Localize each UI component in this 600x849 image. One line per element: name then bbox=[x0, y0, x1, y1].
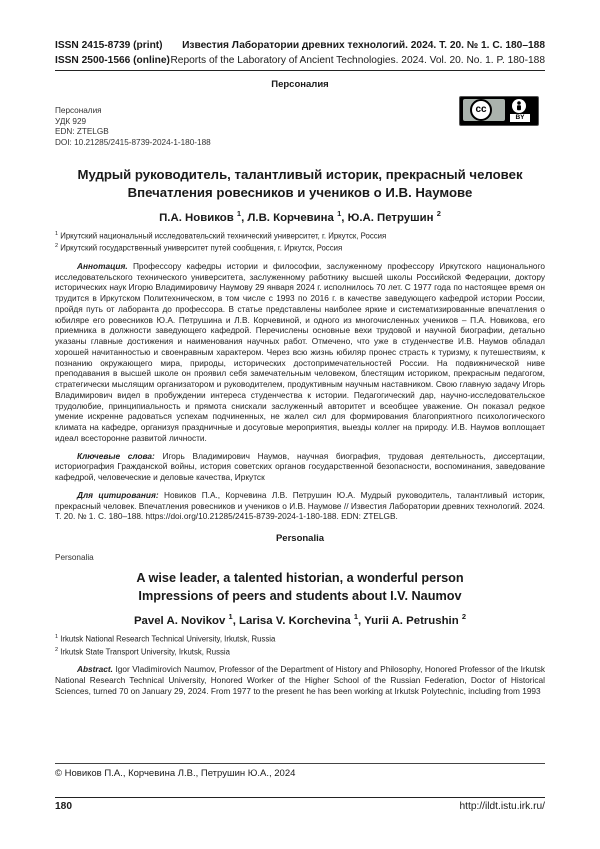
affiliations-ru bbox=[55, 229, 545, 254]
journal-url-link[interactable]: http://ildt.istu.irk.ru/ bbox=[459, 801, 545, 812]
article-title-en bbox=[55, 570, 545, 605]
author-2-en: Larisa V. Korchevina bbox=[239, 615, 351, 628]
author-2-ru: Л.В. Корчевина bbox=[247, 211, 334, 224]
author-3-ru-affil-mark: 2 bbox=[436, 209, 441, 218]
meta-udk: УДК 929 bbox=[55, 116, 87, 126]
issn-block bbox=[55, 38, 170, 68]
affil-ru-1-num: 1 bbox=[55, 230, 59, 237]
journal-block bbox=[170, 38, 545, 68]
author-1-ru: П.А. Новиков bbox=[159, 211, 234, 224]
page-number: 180 bbox=[55, 801, 72, 812]
authors-ru: П.А. Новиков $^1$, Л.В. Корчевина $^1$, Ю.А. Петрушин $^2$ bbox=[159, 209, 441, 224]
keywords-ru-label: Ключевые слова: bbox=[77, 450, 155, 461]
citation-ru-label: Для цитирования: bbox=[77, 489, 159, 500]
affil-en-2-num: 2 bbox=[55, 646, 59, 653]
author-1-en-affil-mark: 1 bbox=[228, 612, 233, 622]
abstract-ru-label: Аннотация. bbox=[77, 260, 128, 271]
title-ru-line-2: Впечатления ровесников и учеников о И.В. Наумове bbox=[127, 185, 473, 200]
title-en-line-1: A wise leader, a talented historian, a wonderful person bbox=[136, 571, 464, 586]
citation-ru bbox=[55, 490, 545, 522]
journal-name-en: Reports of the Laboratory of Ancient Technologies. 2024. Vol. 20. No. 1. P. 180-188 bbox=[170, 55, 545, 66]
article-title-ru bbox=[55, 166, 545, 202]
affil-ru-1-text: Иркутский национальный исследовательский технический университет, г. Иркутск, Россия bbox=[60, 231, 387, 241]
affiliations-en bbox=[55, 632, 545, 657]
abstract-en-label: Abstract. bbox=[77, 664, 113, 675]
affiliation-ru-2 bbox=[55, 241, 545, 254]
abstract-en-text: Igor Vladimirovich Naumov, Professor of the Department of History and Philosophy, Honored Professor of the Irkutsk National Research Technical University, Honored Worker of the Higher School of the Russian Federation, Doctor of Historical Sciences, turned 70 on January 29, 2024. From 1977 to the present he has been working at Irkutsk Polytechnic, including from 1993 bbox=[55, 664, 545, 696]
author-3-en: Yurii A. Petrushin bbox=[364, 615, 459, 628]
footer-divider bbox=[55, 797, 545, 798]
footnote-divider bbox=[55, 763, 545, 764]
article-meta-row bbox=[55, 96, 545, 166]
category-en: Personalia bbox=[55, 553, 94, 563]
keywords-ru-text: Игорь Владимирович Наумов, научная биография, трудовая деятельность, диссертации, историография Гражданской войны, история советских органов государственной безопасности, воспоминания, заведование кафедрой, человеческие и деловые качества, Иркутск bbox=[55, 450, 545, 483]
affil-en-1-num: 1 bbox=[55, 634, 59, 641]
meta-edn: EDN: ZTELGB bbox=[55, 127, 109, 136]
author-1-ru-affil-mark: 1 bbox=[236, 209, 242, 218]
article-page bbox=[55, 38, 545, 696]
keywords-ru bbox=[55, 451, 545, 483]
author-2-en-affil-mark: 1 bbox=[353, 612, 359, 622]
authors-en: Pavel A. Novikov $^1$, Larisa V. Korchevina $^1$, Yurii A. Petrushin $^2$ bbox=[133, 612, 467, 628]
header-divider bbox=[55, 70, 545, 71]
section-heading-ru: Персоналия bbox=[271, 79, 329, 90]
author-2-ru-affil-mark: 1 bbox=[337, 209, 342, 218]
title-ru-line-1: Мудрый руководитель, талантливый историк, прекрасный человек bbox=[77, 167, 523, 182]
author-3-ru: Ю.А. Петрушин bbox=[347, 211, 434, 224]
meta-doi[interactable]: DOI: 10.21285/2415-8739-2024-1-180-188 bbox=[55, 137, 211, 147]
cc-by-license-badge[interactable] bbox=[459, 96, 539, 126]
affil-en-2-text: Irkutsk State Transport University, Irkutsk, Russia bbox=[60, 647, 230, 657]
abstract-ru bbox=[55, 261, 545, 444]
title-en-line-2: Impressions of peers and students about I.V. Naumov bbox=[138, 588, 462, 603]
abstract-ru-text: Профессору кафедры истории и философии, заслуженному профессору Иркутского национального исследовательского технического университета, заслуженному работнику высшей школы Российской Федерации, доктору исторических наук Игорю Владимировичу Наумову 29 января 2024 г. исполнилось 70 лет. С 1977 года по настоящее время он трудится в Иркутском Политехническом, в том числе с 1993 по 2016 г. в качестве заведующего кафедрой истории России, пройдя путь от лаборанта до профессора. В статье представлены наиболее яркие и систематизированные впечатления о юбиляре его ровесников Ю.А. Петрушина и Л.В. Корчевиной, и одного из многочисленных учеников – П.А. Новикова, его приемника в должности заведующего кафедрой. Перечислены основные вехи трудовой и научной биографии, детально указаны главные достижения и наименования научных работ. Отмечено, что уже в студенчестве И.В. Наумов обладал хорошей начитанностью и своенравным характером. Через всю жизнь юбиляр пронес страсть к туризму, к путешествиям, к познанию окружающего мира, природы, исторических достопримечательностей России. На подвижнической ниве преподавания в высшей школе он проявил себя замечательным человеком, блестящим историком, прекрасным педагогом, стратегически мыслящим организатором и руководителем, продуктивным научным наставником. Свою главную задачу Игорь Владимирович видел в пробуждении интереса студенчества к истории. Педагогический дар, научно-исследовательское трудолюбие, принципиальность и прямота снискали заслуженный авторитет и всеобщее уважение. Он показал редкое умение искренне радоваться успехам подчиненных, не жалел сил для формирования благоприятного психологического климата на кафедре, организуя праздничные и досуговые мероприятия, выезды коллег на природу. И.В. Наумов воплощает идеал всесторонне развитой личности. bbox=[55, 260, 545, 443]
author-1-en: Pavel A. Novikov bbox=[133, 615, 226, 628]
affiliation-ru-1 bbox=[55, 229, 545, 242]
abstract-en bbox=[55, 664, 545, 696]
running-header bbox=[55, 38, 545, 68]
article-meta bbox=[55, 106, 211, 148]
journal-name-ru: Известия Лаборатории древних технологий. 2024. Т. 20. № 1. С. 180–188 bbox=[182, 40, 545, 51]
section-heading-en: Personalia bbox=[275, 533, 325, 545]
affil-en-1-text: Irkutsk National Research Technical University, Irkutsk, Russia bbox=[60, 634, 276, 644]
author-3-en-affil-mark: 2 bbox=[461, 612, 467, 622]
person-icon bbox=[512, 99, 526, 113]
by-label: BY bbox=[510, 114, 530, 122]
affiliation-en-2 bbox=[55, 645, 545, 658]
citation-ru-text: Новиков П.А., Корчевина Л.В. Петрушин Ю.А. Мудрый руководитель, талантливый историк, прекрасный человек. Впечатления ровесников и учеников о И.В. Наумове // Известия Лаборатории древних технологий. 2024. Т. 20. № 1. С. 180–188. https://doi.org/10.21285/2415-8739-2024-1-180-188. EDN: ZTELGB. bbox=[55, 489, 545, 522]
affil-ru-2-text: Иркутский государственный университет путей сообщения, г. Иркутск, Россия bbox=[60, 243, 343, 253]
issn-print: ISSN 2415-8739 (print) bbox=[55, 40, 163, 51]
meta-category: Персоналия bbox=[55, 106, 102, 115]
copyright-notice: © Новиков П.А., Корчевина Л.В., Петрушин Ю.А., 2024 bbox=[55, 768, 296, 779]
affiliation-en-1 bbox=[55, 632, 545, 645]
cc-icon: cc bbox=[470, 99, 492, 121]
issn-online: ISSN 2500-1566 (online) bbox=[55, 55, 170, 66]
affil-ru-2-num: 2 bbox=[55, 243, 59, 250]
